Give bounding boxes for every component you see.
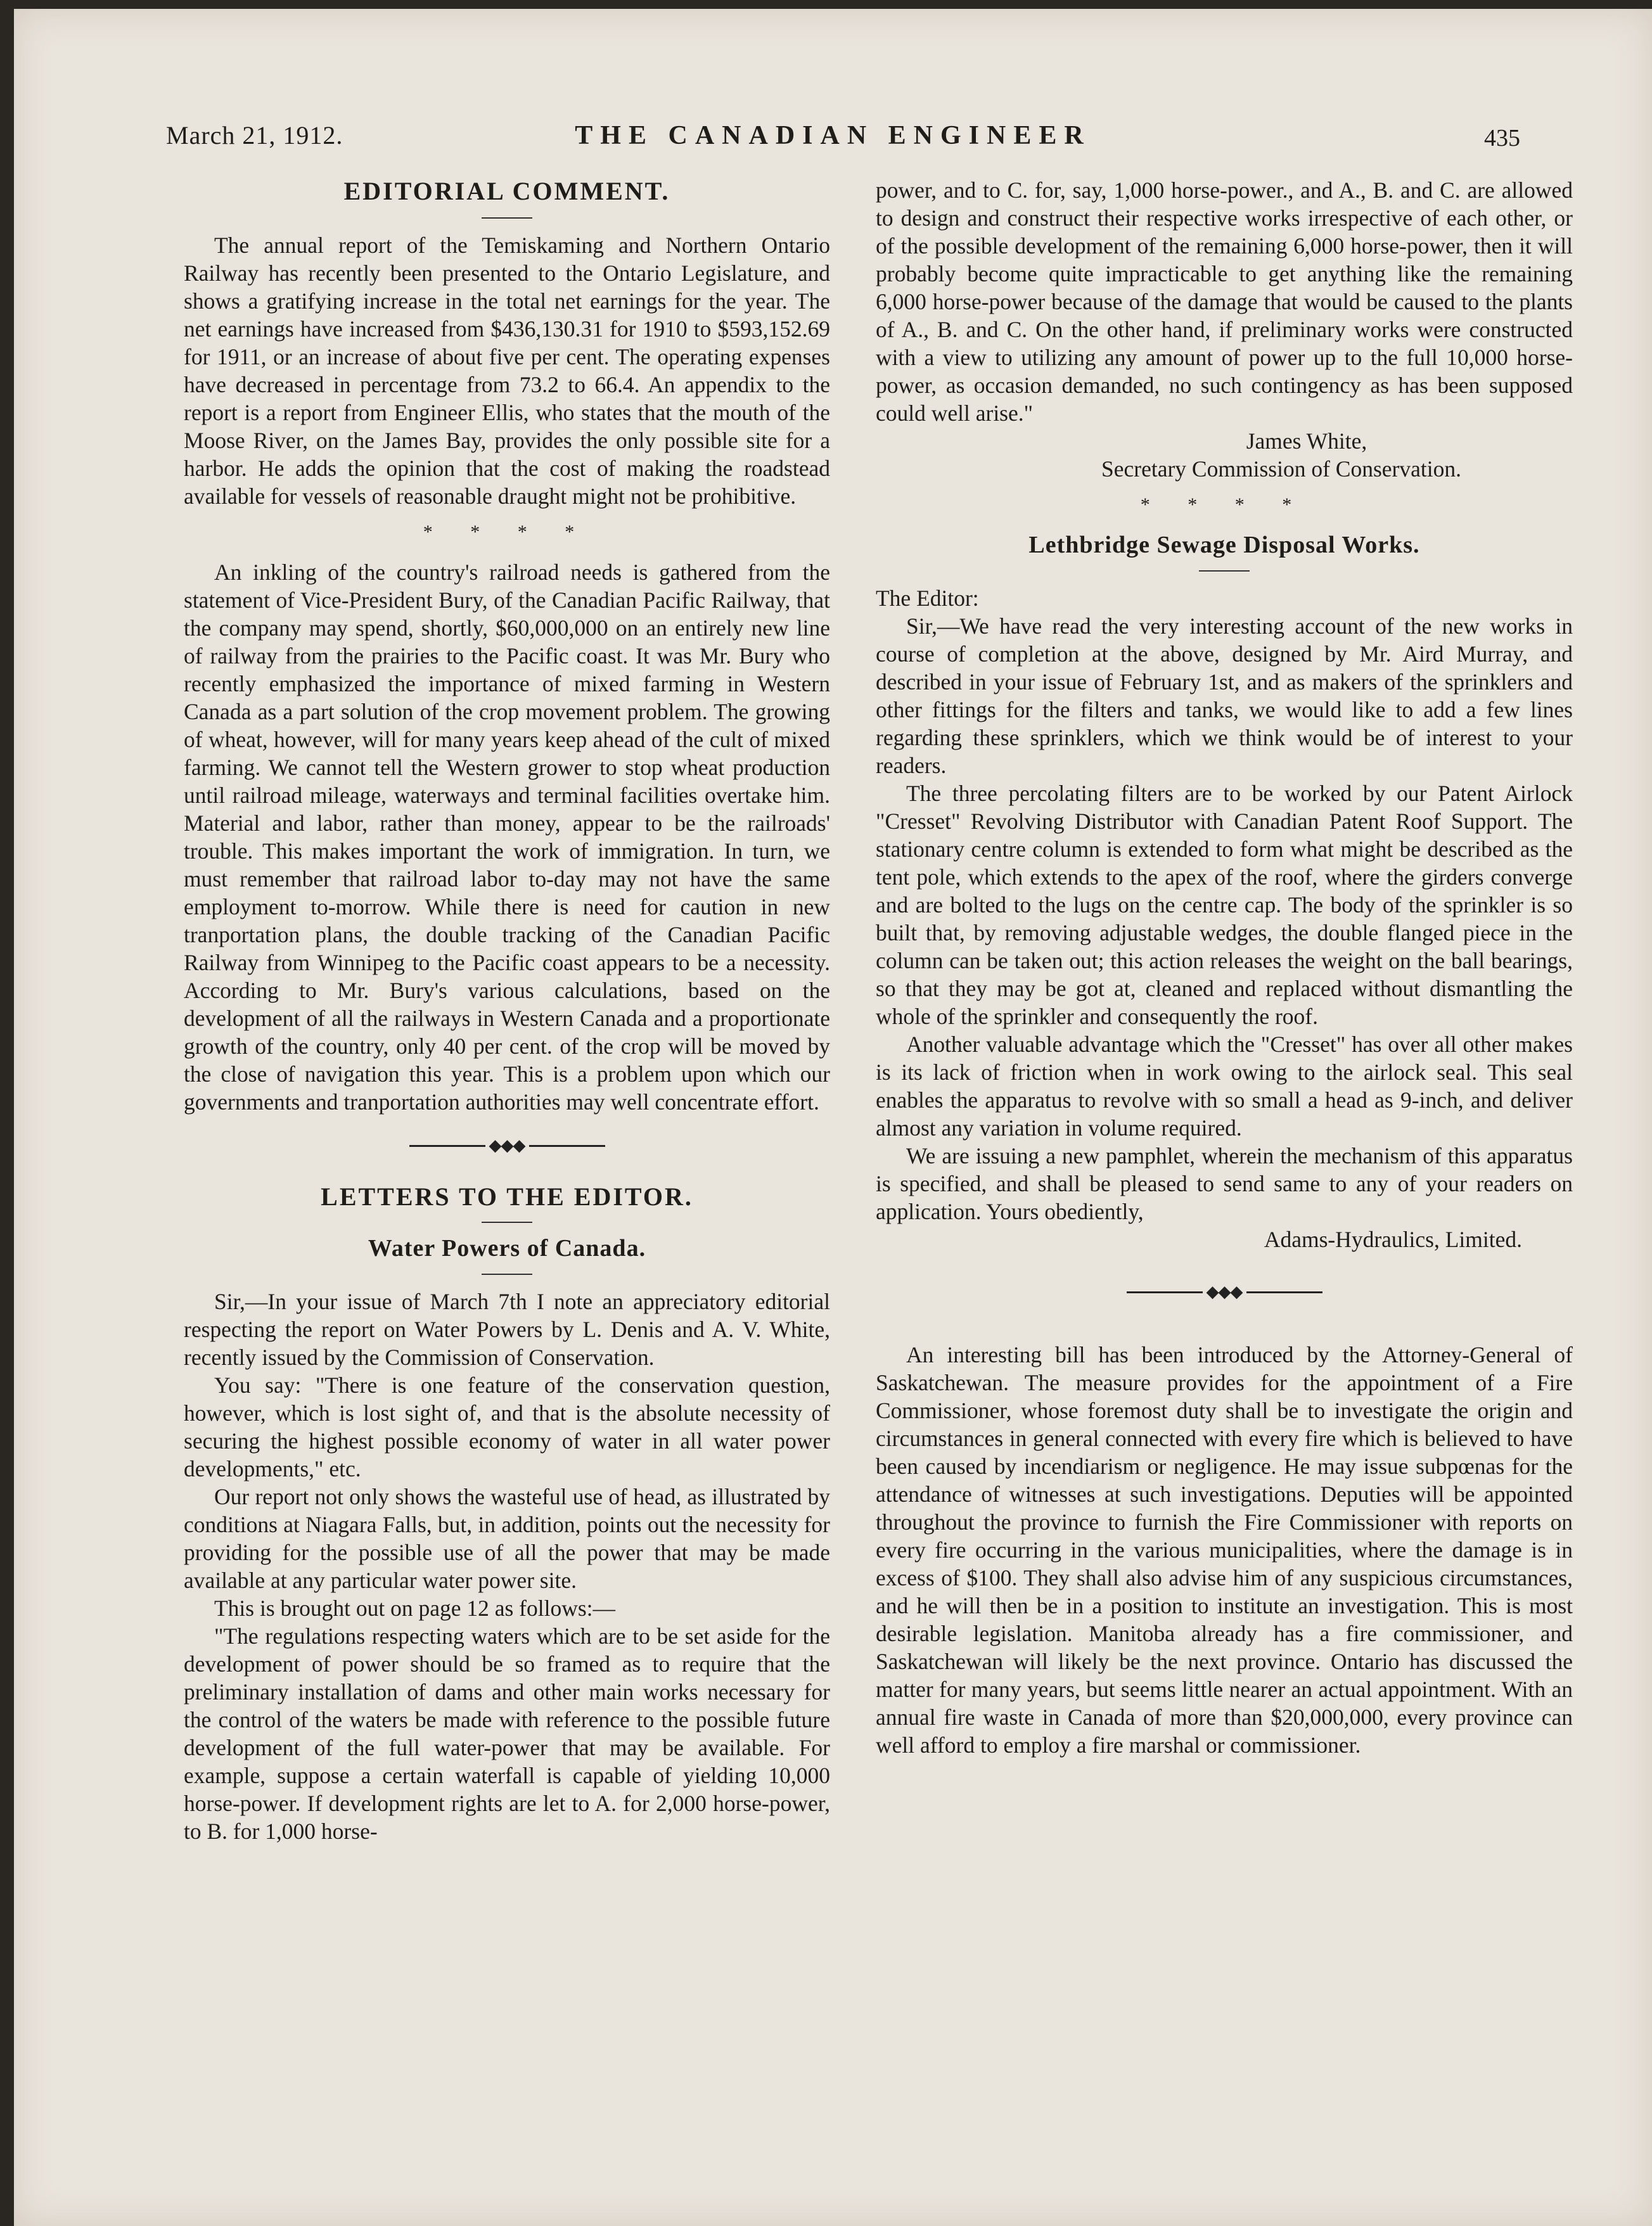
letter-paragraph: "The regulations respecting waters which are to be set aside for the development of power should be so framed as to require that the preliminary installation of dams and other main works necessary for the control of the waters be made with reference to the possible future development of the full water-power that may be available. For example, suppose a certain waterfall is capable of yielding 10,000 horse-power. If development rights are let to A. for 2,000 horse-power, to B. for 1,000 horse-	[184, 1623, 830, 1844]
letter-paragraph: power, and to C. for, say, 1,000 horse-power., and A., B. and C. are allowed to design and construct their respective works irrespective of each other, or of the possible development of the remaining 6,000 horse-power, then it will probably become quite impracticable to get anything like the remaining 6,000 horse-power because of the damage that would be caused to the plants of A., B. and C. On the other hand, if preliminary works were constructed with a view to utilizing any amount of power up to the full 10,000 horse-power, as occasion demanded, no such contingency as has been supposed could well arise."	[876, 177, 1573, 426]
letter-paragraph: Another valuable advantage which the "Cresset" has over all other makes is its lack of friction when in work owing to the airlock seal. This seal enables the apparatus to revolve with so small a head as 9-inch, and deliver almost any variation in volume required.	[876, 1032, 1573, 1141]
ornamental-divider: ◆◆◆	[876, 1279, 1573, 1303]
heading-rule	[482, 1274, 532, 1275]
signature-title: Secretary Commission of Conservation.	[1101, 456, 1461, 482]
letter-paragraph: Our report not only shows the wasteful use of head, as illustrated by conditions at Niagara Falls, but, in addition, points out the necessity for providing for the possible use of all the power that may be made available at any particular water power site.	[184, 1484, 830, 1593]
letters-heading: LETTERS TO THE EDITOR.	[321, 1182, 693, 1211]
editorial-paragraph: The annual report of the Temiskaming and Northern Ontario Railway has recently been presented to the Ontario Legislature, and shows a gratifying increase in the total net earnings for the year. The net earnings have increased from $436,130.31 for 1910 to $593,152.69 for 1911, or an increase of about five per cent. The operating expenses have decreased in percentage from 73.2 to 66.4. An appendix to the report is a report from Engineer Ellis, who states that the mouth of the Moose River, on the James Bay, provides the only possible site for a harbor. He adds the opinion that the cost of making the roadstead available for vessels of reasonable draught might not be prohibitive.	[184, 233, 830, 509]
letter-title: Water Powers of Canada.	[368, 1235, 646, 1262]
page-number: 435	[1484, 125, 1520, 151]
section-separator: * * * *	[1140, 494, 1309, 515]
letter-paragraph: Sir,—We have read the very interesting account of the new works in course of completion at the above, designed by Mr. Aird Murray, and described in your issue of February 1st, and as makers of the sprinklers and other fittings for the filters and tanks, we would like to add a few lines regarding these sprinklers, which we think would be of interest to your readers.	[876, 613, 1573, 778]
magazine-page	[14, 9, 1652, 2226]
journal-title: THE CANADIAN ENGINEER	[575, 121, 1091, 150]
issue-date: March 21, 1912.	[166, 121, 343, 150]
heading-rule	[482, 217, 532, 219]
page-header	[14, 120, 1652, 158]
right-column	[876, 176, 1573, 1759]
signature-name: James White,	[1246, 428, 1367, 454]
editorial-paragraph: An inkling of the country's railroad needs is gathered from the statement of Vice-President Bury, of the Canadian Pacific Railway, that the company may spend, shortly, $60,000,000 on an entirely new line of railway from the prairies to the Pacific coast. It was Mr. Bury who recently emphasized the importance of mixed farming in Western Canada as a part solution of the crop movement problem. The growing of wheat, however, will for many years keep ahead of the cult of mixed farming. We cannot tell the Western grower to stop wheat production until railroad mileage, waterways and terminal facilities overtake him. Material and labor, rather than money, appear to be the railroads' trouble. This makes important the work of immigration. In turn, we must remember that railroad labor to-day may not have the same employment to-morrow. While there is need for caution in new tranportation plans, the double tracking of the Canadian Pacific Railway from Winnipeg to the Pacific coast appears to be a necessity. According to Mr. Bury's various calculations, based on the development of all the railways in Western Canada and a proportionate growth of the country, only 40 per cent. of the crop will be moved by the close of navigation this year. This is a problem upon which our governments and tranportation authorities may well concentrate effort.	[184, 560, 830, 1115]
salutation: The Editor:	[876, 585, 979, 611]
signature-company: Adams-Hydraulics, Limited.	[1264, 1227, 1522, 1252]
fire-bill-paragraph: An interesting bill has been introduced by the Attorney-General of Saskatchewan. The measure provides for the appointment of a Fire Commissioner, whose foremost duty shall be to investigate the origin and circumstances in general connected with every fire which is believed to have been caused by incendiarism or negligence. He may issue subpœnas for the attendance of witnesses at such investigations. Deputies will be appointed throughout the province to furnish the Fire Commissioner with reports on every fire occurring in the various municipalities, where the damage is in excess of $100. They shall also advise him of any suspicious circumstances, and he will then be in a position to institute an investigation. This is most desirable legislation. Manitoba already has a fire commissioner, and Saskatchewan will likely be the next province. Ontario has discussed the matter for many years, but seems little nearer an actual appointment. With an annual fire waste in Canada of more than $20,000,000, every province can well afford to employ a fire marshal or commissioner.	[876, 1342, 1573, 1758]
editorial-heading: EDITORIAL COMMENT.	[343, 177, 670, 205]
left-column	[184, 176, 830, 1845]
heading-rule	[1199, 570, 1250, 572]
letter-paragraph: You say: "There is one feature of the conservation question, however, which is lost sight of, and that is the absolute necessity of securing the highest possible economy of water in all water power developments," etc.	[184, 1372, 830, 1481]
letter-paragraph: This is brought out on page 12 as follows:—	[214, 1596, 616, 1621]
letter-paragraph: Sir,—In your issue of March 7th I note an appreciatory editorial respecting the report on Water Powers by L. Denis and A. V. White, recently issued by the Commission of Conservation.	[184, 1289, 830, 1370]
letter-title: Lethbridge Sewage Disposal Works.	[1028, 532, 1420, 558]
letter-paragraph: We are issuing a new pamphlet, wherein the mechanism of this apparatus is specified, and shall be pleased to send same to any of your readers on application. Yours obediently,	[876, 1143, 1573, 1224]
heading-rule	[482, 1222, 532, 1223]
ornamental-divider: ◆◆◆	[184, 1132, 830, 1156]
section-separator: * * * *	[423, 521, 591, 542]
letter-paragraph: The three percolating filters are to be worked by our Patent Airlock "Cresset" Revolving Distributor with Canadian Patent Roof Support. The stationary centre column is extended to form what might be described as the tent pole, which extends to the apex of the roof, where the girders converge and are bolted to the lugs on the centre cap. The body of the sprinkler is so built that, by removing adjustable wedges, the double flanged piece in the column can be taken out; this action releases the weight on the ball bearings, so that they may be got at, cleaned and replaced without dismantling the whole of the sprinkler and consequently the roof.	[876, 781, 1573, 1029]
